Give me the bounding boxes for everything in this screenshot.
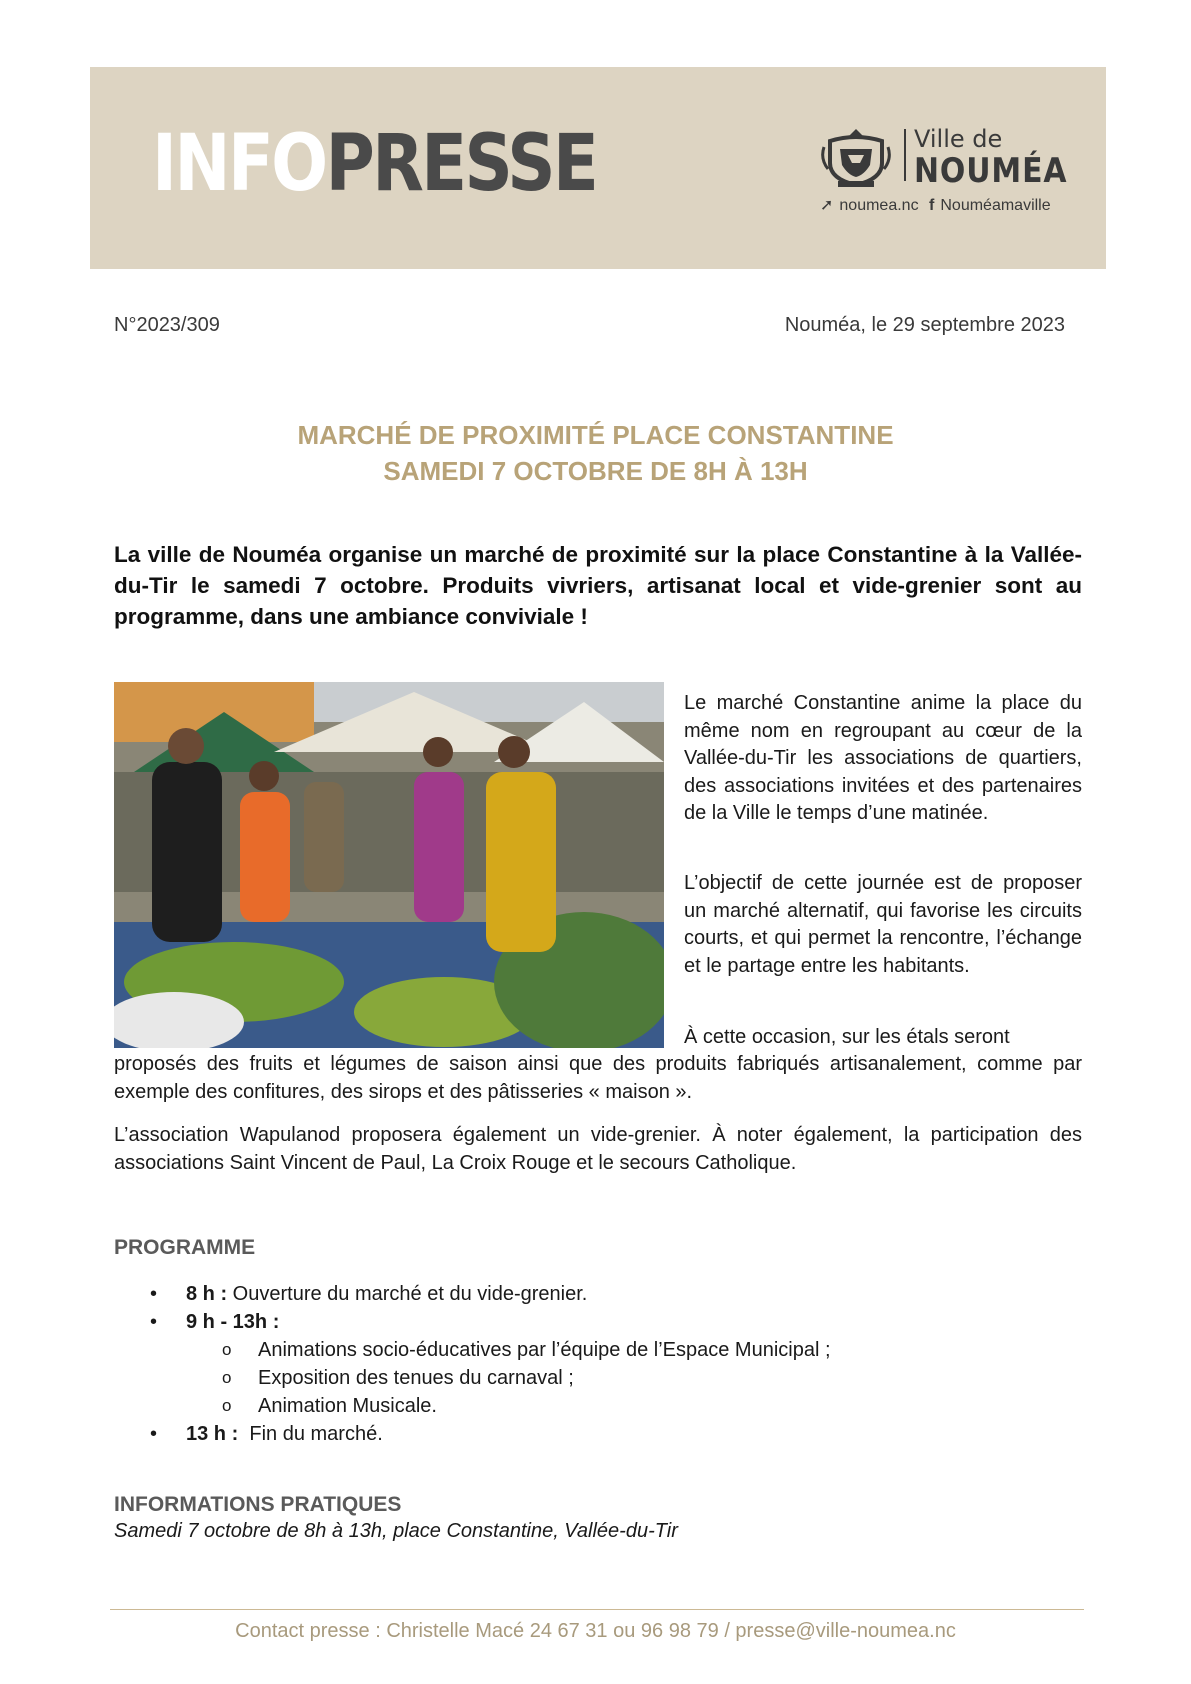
practical-text: Samedi 7 octobre de 8h à 13h, place Constantine, Vallée-du-Tir (114, 1520, 678, 1542)
logo-socials (820, 195, 1057, 215)
footer-divider (110, 1609, 1084, 1610)
brand-info: INFO (152, 119, 326, 209)
list-item (114, 1420, 1082, 1448)
body-paragraph-3-start: À cette occasion, sur les étals seront (684, 1026, 1010, 1048)
sub-item-text: Exposition des tenues du carnaval ; (258, 1367, 574, 1389)
city-crest-icon (820, 125, 892, 189)
logo-divider (904, 129, 906, 181)
market-photo (114, 682, 664, 1048)
press-date: Nouméa, le 29 septembre 2023 (784, 314, 1065, 336)
sub-list-item (114, 1392, 1082, 1420)
list-item (114, 1280, 1082, 1308)
press-contact: Contact presse : Christelle Macé 24 67 31 ou 96 98 79 / presse@ville-noumea.nc (235, 1620, 956, 1642)
bullet-icon: • (150, 1423, 158, 1445)
sub-bullet-icon: o (222, 1396, 232, 1415)
list-item (114, 1308, 1082, 1336)
item-time: 8 h : (186, 1283, 228, 1305)
body-paragraph-1: Le marché Constantine anime la place du même nom en regroupant au cœur de la Vallée-du-Tir les associations de quartiers, des associations invitées et des partenaires de la Ville le temps d’une matinée. (684, 692, 1082, 824)
city-logo (820, 125, 1068, 215)
bullet-icon: • (150, 1283, 158, 1305)
sub-list-item (114, 1364, 1082, 1392)
practical-heading: INFORMATIONS PRATIQUES (114, 1493, 402, 1516)
sub-bullet-icon: o (222, 1368, 232, 1387)
header-banner (90, 67, 1106, 269)
programme-heading: PROGRAMME (114, 1236, 256, 1259)
title-line-1: MARCHÉ DE PROXIMITÉ PLACE CONSTANTINE (297, 420, 894, 450)
lead-paragraph: La ville de Nouméa organise un marché de proximité sur la place Constantine à la Vallée-du-Tir le samedi 7 octobre. Produits vivriers, artisanat local et vide-grenier sont au programme, dans une ambiance conviviale ! (114, 542, 1082, 629)
arrow-icon: ➚ (820, 197, 834, 214)
body-paragraph-3-end: proposés des fruits et légumes de saison ainsi que des produits fabriqués artisanalement, comme par exemple des confitures, des sirops et des pâtisseries « maison ». (114, 1053, 1082, 1103)
title-line-2: SAMEDI 7 OCTOBRE DE 8H À 13H (383, 456, 808, 486)
market-photo-illustration (114, 682, 664, 1048)
logo-ville: Ville de (914, 125, 1003, 153)
site-link[interactable]: noumea.nc (839, 197, 919, 214)
press-number: N°2023/309 (114, 314, 220, 336)
item-text: Fin du marché. (238, 1423, 383, 1445)
body-paragraph-4: L’association Wapulanod proposera également un vide-grenier. À noter également, la participation des associations Saint Vincent de Paul, La Croix Rouge et le secours Catholique. (114, 1124, 1082, 1174)
sub-item-text: Animations socio-éducatives par l’équipe de l’Espace Municipal ; (258, 1339, 831, 1361)
body-paragraph-2: L’objectif de cette journée est de proposer un marché alternatif, qui favorise les circuits courts, et qui permet la rencontre, l’échange et le partage entre les habitants. (684, 872, 1082, 977)
bullet-icon: • (150, 1311, 158, 1333)
sub-list-item (114, 1336, 1082, 1364)
item-time: 13 h : (186, 1423, 239, 1445)
facebook-icon: f (929, 197, 935, 214)
item-time: 9 h - 13h : (186, 1311, 280, 1333)
programme-list (114, 1280, 1082, 1448)
facebook-link[interactable]: Nouméamaville (940, 197, 1051, 214)
brand-logo (152, 119, 597, 209)
brand-presse: PRESSE (325, 119, 597, 209)
sub-bullet-icon: o (222, 1340, 232, 1359)
sub-item-text: Animation Musicale. (258, 1395, 437, 1417)
item-text: Ouverture du marché et du vide-grenier. (227, 1283, 588, 1305)
logo-city-name: NOUMÉA (914, 151, 1068, 191)
